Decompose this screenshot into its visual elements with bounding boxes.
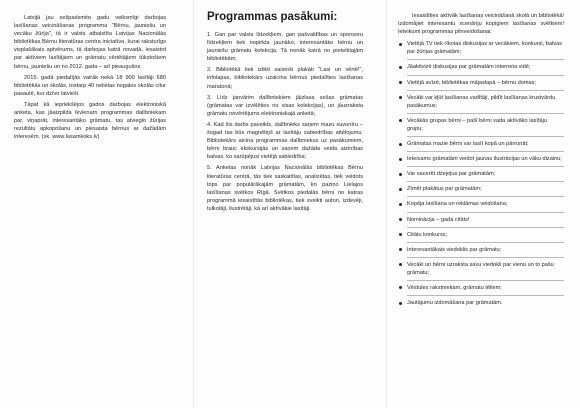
list-item: Vecākās grupas bērni – pašī bērni vada aktīvāko lasītāju grupu; [398,117,564,133]
list-item: Interesantākais viedoklis par grāmatu; [398,246,564,254]
bullet-icon [399,203,402,206]
divider [407,280,564,281]
bullet-icon [399,233,402,236]
program-step: 3. Līdz janvārim dalībniekiem jāizlasa sešas grāmatas (grāmatas var izvēlēties no visas kolekcijas), un jāuzraksta grāmatu novērtējums elektroniskajā anketā; [207,94,363,117]
recommendations-list [398,40,564,307]
divider [407,75,564,76]
divider [407,136,564,137]
list-item: Zīmēt plakātus par grāmatām; [398,185,564,193]
divider [407,227,564,228]
bullet-icon [399,286,402,289]
divider [407,166,564,167]
divider [407,295,564,296]
survey-paragraph: Tāpat kā iepriekšējos gados darbojas elektroniskā anketa, kas jāaizpilda ikvienam programmas dalībniekam par, viņaprāt, interesantāko grāmatu, tas atvieglo žūrijas rezultātu apkopošanu un piesaista bērnus ar dažādām interesēm. (sk. www.lasamkoks.lv) [14,101,166,141]
middle-column [207,10,363,216]
list-item: Vietējā avīzē, bibliotēkas mājaslapā – bērnu domas; [398,79,564,87]
list-item: Vietējā TV tiek rīkotas diskusijas ar vecākiem, konkursi, balvas par žūrijas grāmatām; [398,40,564,56]
program-step: 5. Anketas nonāk Latvijas Nacionālās bibliotēkas Bērnu literatūras centrā, tās tiek saskaitītas, analizētas, tiek veidots tops par populārākajām grāmatām, ko paziņo Lielajos lasīšanas svētkos Rīgā. Svētkos piedalās bērni no katras programmā iesaistītās bibliotēkas, tiek sveikti autori, izdevēji, tulkotāji, ilustrētāji, kā arī aktīvākie lasītāji. [207,165,363,212]
right-column [398,12,564,307]
list-item: Grāmatas mazie bērni var lasīt kopā un pārrunāt; [398,140,564,148]
divider [407,59,564,60]
list-item: Citātu konkurss; [398,231,564,239]
bullet-icon [399,119,402,122]
section-heading: Programmas pasākumi: [207,11,338,23]
bullet-icon [399,302,402,305]
divider [407,90,564,91]
bullet-icon [399,158,402,161]
list-item: Jautājumu izdomāšana par grāmatām. [398,299,564,307]
bullet-icon [399,263,402,266]
recommendations-intro: Iesaistīties aktīvāk lasīšanas veicināšanā skolā un bibliotēkā! Izdomājiet interesantu scenāriju kopīgiem lasīšanas svētkiem! Ieteikumi programmas pilnveidošanai: [398,13,564,36]
bullet-icon [399,173,402,176]
program-step: 1. Gan par valsts līdzekļiem, gan pašvaldības un sponsoru līdzekļiem tiek nopirkta jaunāko, interesantāko bērnu un jauniešu grāmatu kolekcija. Tā nonāk katrā no pieteiktajām bibliotēkām; [207,32,363,63]
bullet-icon [399,248,402,251]
bullet-icon [399,143,402,146]
divider [407,212,564,213]
list-item: Var sacerēt dzejoļus par grāmatām; [398,170,564,178]
left-column [14,14,166,144]
program-step: 4. Kad šis darbs paveikts, dalībnieks saņem mazu suvenīru – šogad tas būs magnētiņš ar lasītāju sabiedrības attēlojumu. Bibliotekārs aicina programmas dalībniekus uz pasākumiem, bērni brauc ekskursijās un saņem dažāda veida atzinības balvas, ko sarūpējusi vietējā sabiedrība; [207,121,363,161]
list-item: Kopēja lasīšana un reklāmas veidošana; [398,200,564,208]
bullet-icon [399,66,402,69]
fold-line [193,0,194,408]
bullet-icon [399,96,402,99]
list-item: Vecāki un bērni uzraksta savu viedokli par vienu un to pašu grāmatu; [398,261,564,277]
divider [407,257,564,258]
list-item: Vecāki var kļūt lasīšanas vadītāji, pildīt lasīšanas krustvārdu pasākumus; [398,94,564,110]
program-step: 2. Bibliotēkā tiek izlikti saistoši plakāti "Lasi un vērtē!", infolapas, bibliotekārs uzaicina bērnus piedalīties lasīšanas maratonā; [207,67,363,90]
statistics-paragraph: 2015. gadā piedalījās vairāk nekā 18 900 lasītāji 680 bibliotēkās un skolās, tostarp 40 nelielas nogales skolās citur pasaulē, kur dzīvo latvieši. [14,74,166,97]
bullet-icon [399,81,402,84]
divider [407,242,564,243]
list-item: Nominācija – gada citāts! [398,216,564,224]
bullet-icon [399,218,402,221]
bullet-icon [399,188,402,191]
divider [407,151,564,152]
bullet-icon [399,43,402,46]
intro-paragraph: Latvijā jau sešpadsmito gadu veiksmīgi darbojas lasīšanas veicināšanas programma "Bērnu, jauniešu un vecāku žūrija", tā ir valsts atbalstīta Latvijas Nacionālās bibliotēkas Bērnu literatūras centra iniciatīva, kurai raksturīgs visplašākais aptvērums, tā darbojas katrā novadā, iesaistot par aktīviem lasītājiem un grāmatu vērtētājiem tūkstošiem bērnu, jauniešu un no 2012. gada – arī pieaugušos. [14,15,166,70]
divider [407,196,564,197]
list-item: Vēstules rakstniekam, grāmatu tēliem; [398,284,564,292]
list-item: Jāaktivizē diskusijas par grāmatām interneta vidē; [398,63,564,71]
divider [407,113,564,114]
fold-line [386,0,387,408]
list-item: Ieteicams grāmatām veidot jaunas ilustrācijas un vāku dizainu; [398,155,564,163]
divider [407,181,564,182]
